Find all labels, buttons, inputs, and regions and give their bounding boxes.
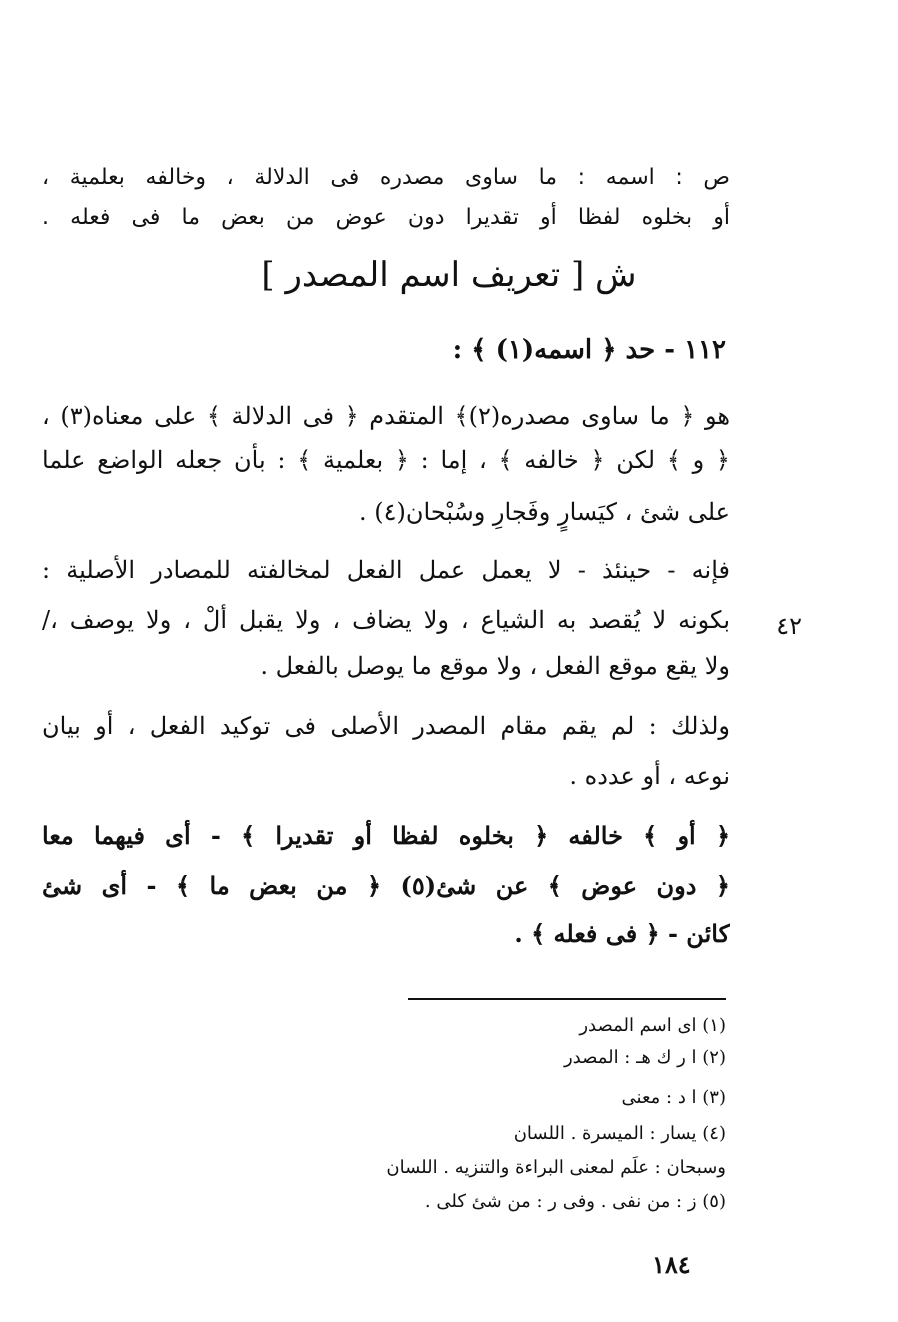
footnote-4-continued: وسبحان : علَم لمعنى البراءة والتنزيه . اللسان bbox=[386, 1157, 726, 1178]
paragraph-1-line-1: هو ﴿ ما ساوى مصدره(٢)﴾ المتقدم ﴿ فى الدلالة ﴾ على معناه(٣) ، bbox=[42, 402, 730, 430]
paragraph-4-line-2: ﴿ دون عوض ﴾ عن شئ(٥) ﴿ من بعض ما ﴾ - أى شئ bbox=[42, 871, 730, 900]
section-heading: ش [ تعريف اسم المصدر ] bbox=[261, 255, 637, 295]
paragraph-4-line-1: ﴿ أو ﴾ خالفه ﴿ بخلوه لفظا أو تقديرا ﴾ - أى فيهما معا bbox=[42, 821, 730, 850]
footnote-2: (٢) ا ر ك هـ : المصدر bbox=[563, 1047, 726, 1068]
matn-line-1: ص : اسمه : ما ساوى مصدره فى الدلالة ، وخالفه بعلمية ، bbox=[42, 165, 730, 190]
paragraph-1-line-2: ﴿ و ﴾ لكن ﴿ خالفه ﴾ ، إما : ﴿ بعلمية ﴾ : بأن جعله الواضع علما bbox=[42, 446, 730, 474]
paragraph-1-line-3: على شئ ، كيَسارٍ وفَجارِ وسُبْحان(٤) . bbox=[359, 498, 730, 526]
footnote-1: (١) اى اسم المصدر bbox=[579, 1015, 726, 1036]
footnote-separator bbox=[408, 998, 726, 1000]
paragraph-3-line-1: ولذلك : لم يقم مقام المصدر الأصلى فى توكيد الفعل ، أو بيان bbox=[42, 712, 730, 740]
footnote-4: (٤) يسار : الميسرة . اللسان bbox=[513, 1123, 726, 1144]
paragraph-2-line-3: ولا يقع موقع الفعل ، ولا موقع ما يوصل بالفعل . bbox=[260, 652, 730, 680]
paragraph-3-line-2: نوعه ، أو عدده . bbox=[569, 762, 730, 790]
footnote-3: (٣) ا د : معنى bbox=[621, 1087, 726, 1108]
matn-line-2: أو بخلوه لفظا أو تقديرا دون عوض من بعض ما فى فعله . bbox=[42, 205, 730, 230]
page-number: ١٨٤ bbox=[652, 1250, 691, 1279]
paragraph-4-line-3: كائن - ﴿ فى فعله ﴾ . bbox=[514, 919, 730, 948]
paragraph-2-line-2: بكونه لا يُقصد به الشياع ، ولا يضاف ، ولا يقبل ألْ ، ولا يوصف ،/ bbox=[42, 606, 730, 634]
section-subheading: ١١٢ - حد ﴿ اسمه(١) ﴾ : bbox=[452, 335, 726, 365]
footnote-5: (٥) ز : من نفى . وفى ر : من شئ كلى . bbox=[424, 1191, 726, 1212]
paragraph-2-line-1: فإنه - حينئذ - لا يعمل عمل الفعل لمخالفته للمصادر الأصلية : bbox=[42, 556, 730, 584]
margin-folio-number: ٤٢ bbox=[776, 612, 802, 640]
